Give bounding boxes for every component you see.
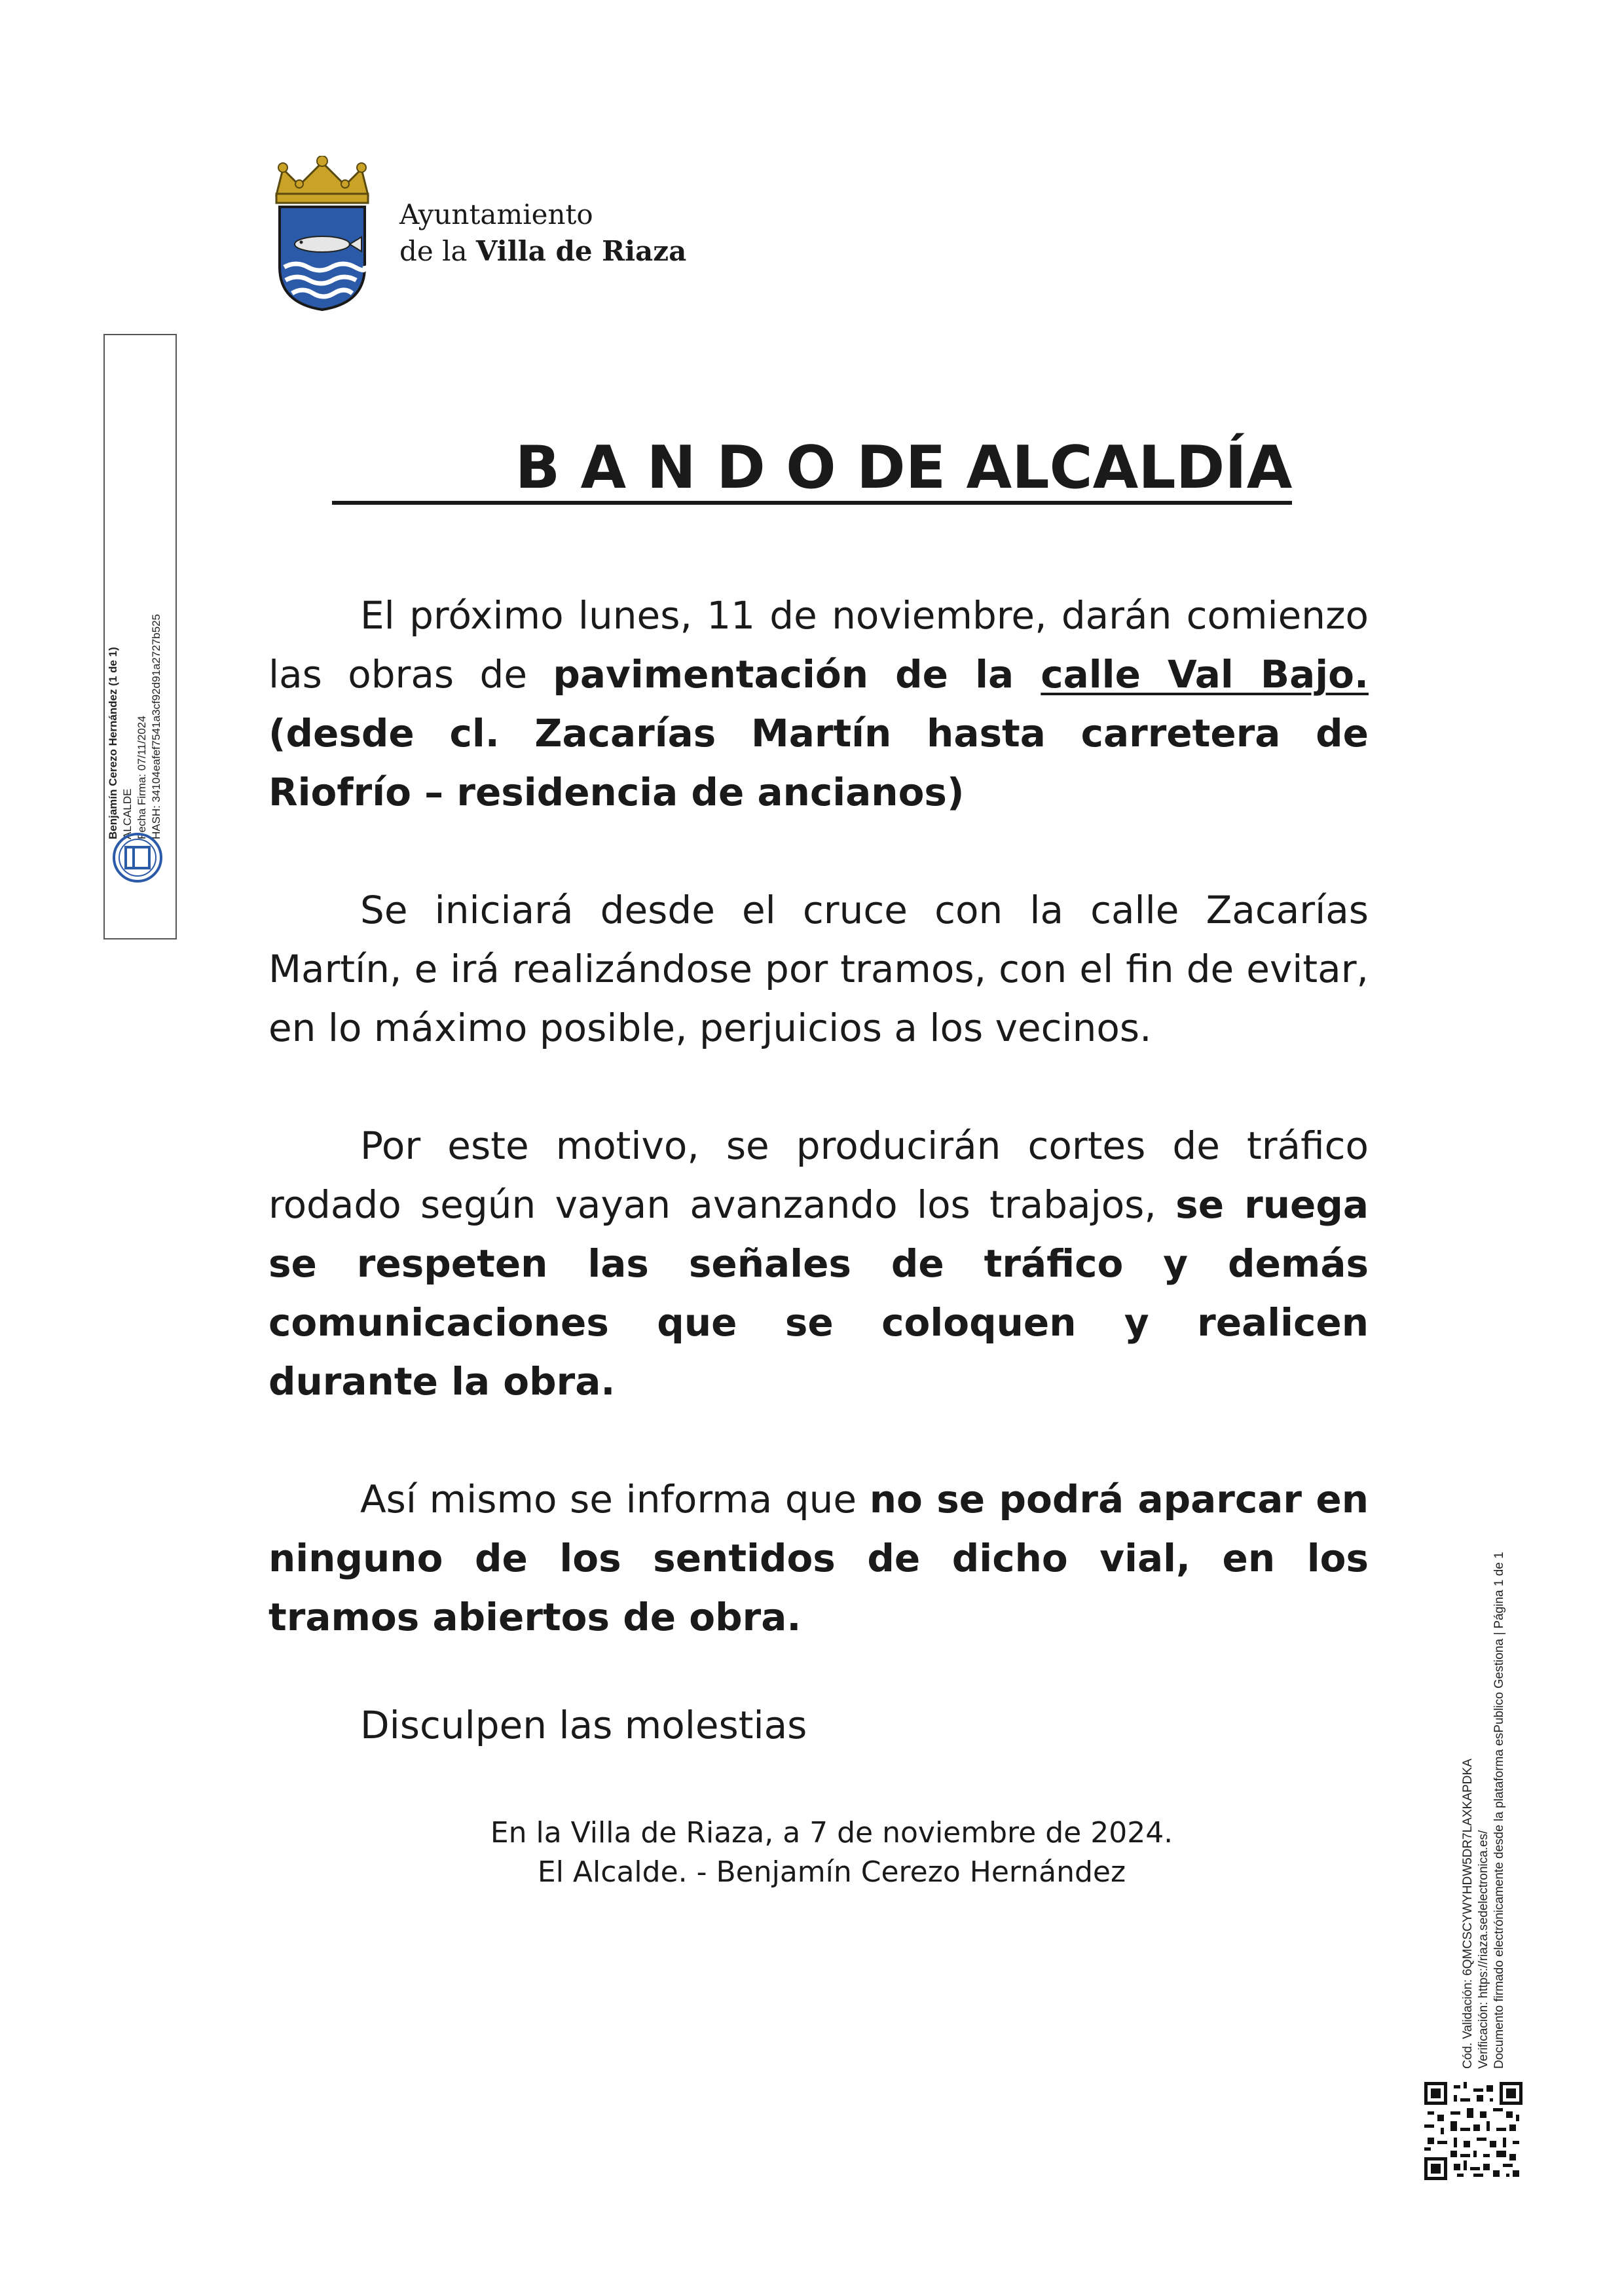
signature-stamp-text	[106, 614, 164, 839]
stamp-role: ALCALDE	[121, 788, 134, 839]
coat-of-arms-logo	[263, 156, 381, 313]
org-line-1: Ayuntamiento	[399, 198, 593, 230]
document-title	[0, 432, 1624, 505]
org-line-2	[399, 233, 686, 270]
crown-icon	[276, 156, 368, 203]
p1-range: (desde cl. Zacarías Martín hasta carretera de Riofrío – residencia de ancianos)	[268, 711, 1369, 814]
qr-code-icon[interactable]	[1424, 2082, 1522, 2180]
stamp-hash: HASH: 34104eafef7541a3cf92d91a2727b525	[150, 613, 162, 839]
p3-bold: se ruega se respeten las señales de tráfico y demás comunicaciones que se coloquen y realicen durante la obra.	[268, 1182, 1369, 1404]
stamp-date: Fecha Firma: 07/11/2024	[136, 716, 148, 839]
org-line-2-bold: Villa de Riaza	[475, 235, 687, 267]
paragraph-2: Se iniciará desde el cruce con la calle Zacarías Martín, e irá realizándose por tramos, con el fin de evitar, en lo máximo posible, perjuicios a los vecinos.	[268, 888, 1369, 1050]
document-body	[268, 586, 1369, 1705]
signer-name: El Alcalde. - Benjamín Cerezo Hernández	[537, 1855, 1126, 1889]
paragraph-4	[268, 1470, 1369, 1647]
p4-text: Así mismo se informa que	[360, 1477, 870, 1522]
organization-name	[399, 196, 686, 270]
p4-bold: no se podrá aparcar en ninguno de los sentidos de dicho vial, en los tramos abiertos de obra.	[268, 1477, 1369, 1639]
p3-text: Por este motivo, se producirán cortes de tráfico rodado según vayan avanzando los trabajos,	[268, 1123, 1369, 1227]
digital-seal-icon	[111, 831, 164, 884]
closing-text: Disculpen las molestias	[360, 1703, 807, 1747]
stamp-signer: Benjamín Cerezo Hernández (1 de 1)	[107, 647, 119, 839]
p1-street-name: calle Val Bajo.	[1041, 652, 1369, 697]
paragraph-3	[268, 1116, 1369, 1411]
signature-block	[0, 1813, 1624, 1892]
paragraph-1	[268, 586, 1369, 822]
p1-text: El próximo lunes, 11 de noviembre, darán comienzo las obras de	[268, 593, 1369, 697]
title-text: B A N D O DE ALCALDÍA	[332, 435, 1293, 505]
org-line-2-prefix: de la	[399, 235, 476, 267]
verification-url: Verificación: https://riaza.sedelectronica.es/	[1477, 1830, 1490, 2069]
p1-bold: pavimentación de la	[553, 652, 1041, 697]
validation-code: Cód. Validación: 6QMCSCYWYHDW5DR7LAXKAPDKA	[1461, 1758, 1475, 2069]
validation-note: Documento firmado electrónicamente desde la plataforma esPublico Gestiona | Página 1 de 1	[1492, 1552, 1506, 2069]
place-date: En la Villa de Riaza, a 7 de noviembre de 2024.	[490, 1816, 1173, 1850]
validation-strip	[1460, 1552, 1507, 2069]
